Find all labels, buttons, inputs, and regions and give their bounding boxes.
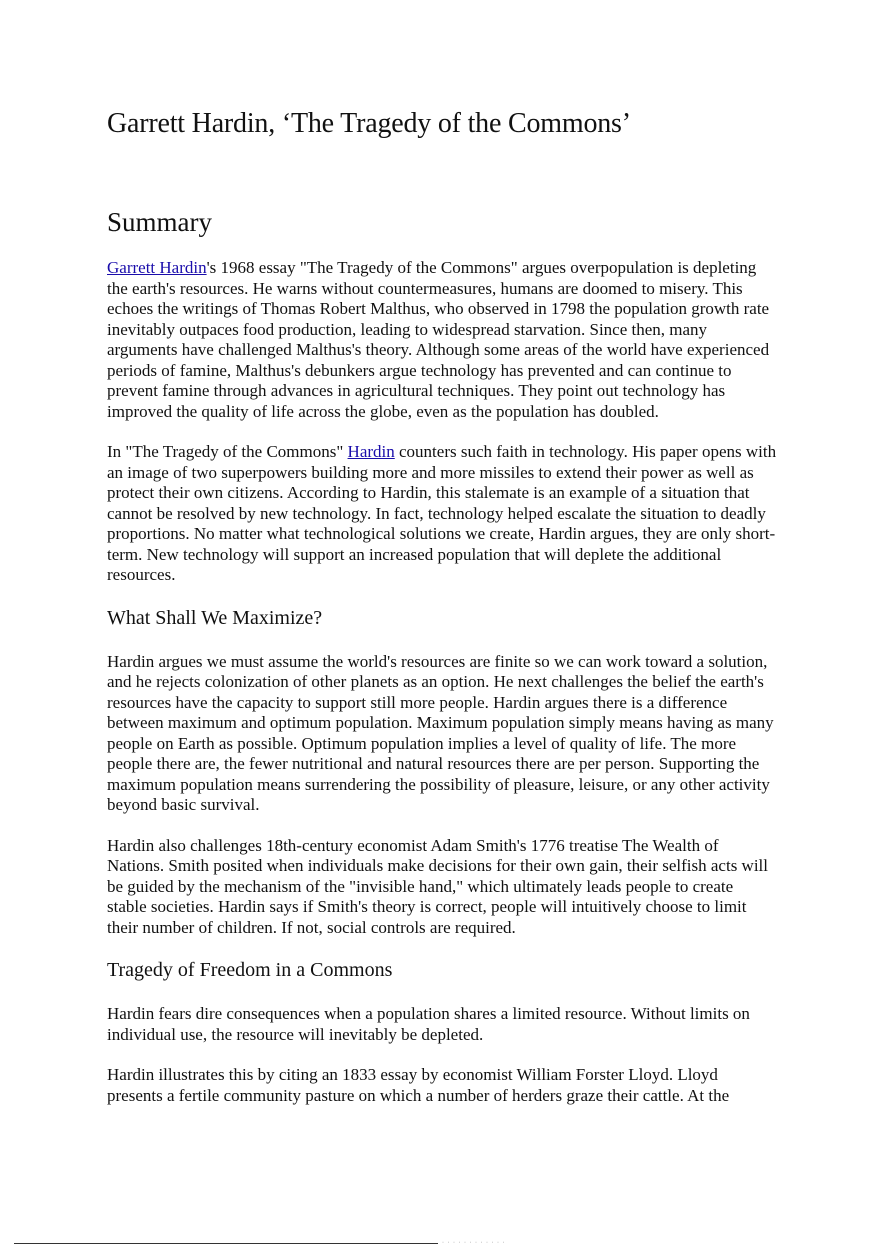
garrett-hardin-link[interactable]: Garrett Hardin: [107, 258, 207, 277]
paragraph-technology-text: counters such faith in technology. His paper opens with an image of two superpowers building more and more missiles to extend their power as well as protect their own citizens. According to Hardin, this stalemate is an example of a situation that cannot be resolved by new technology. In fact, technology helped escalate the situation to deadly proportions. No matter what technological solutions we create, Hardin argues, they are only short-term. New technology will support an increased population that will deplete the additional resources.: [107, 442, 777, 584]
paragraph-limited-resource: Hardin fears dire consequences when a population shares a limited resource. Without limits on individual use, the resource will inevitably be depleted.: [107, 1004, 750, 1044]
paragraph-adam-smith: Hardin also challenges 18th-century economist Adam Smith's 1776 treatise The Wealth of Nations. Smith posited when individuals make decisions for their own gain, their selfish acts will be guided by the mechanism of the "invisible hand," which ultimately leads people to create stable societies. Hardin says if Smith's theory is correct, people will intuitively choose to limit their number of children. If not, social controls are required.: [107, 835, 769, 937]
paragraph-intro: [107, 258, 777, 422]
document-title: Garrett Hardin, ‘The Tragedy of the Commons’: [107, 108, 631, 139]
paragraph-intro-text: 's 1968 essay "The Tragedy of the Commons" argues overpopulation is depleting the earth's resources. He warns without countermeasures, humans are doomed to misery. This echoes the writings of Thomas Robert Malthus, who observed in 1798 the population growth rate inevitably outpaces food production, leading to widespread starvation. Since then, many arguments have challenged Malthus's theory. Although some areas of the world have experienced periods of famine, Malthus's debunkers argue technology has prevented and can continue to prevent famine through advances in agricultural techniques. They point out technology has improved the quality of life across the globe, even as the population has doubled.: [107, 258, 770, 421]
footer-watermark: · · · · · · · · · · · ·: [442, 1240, 506, 1246]
paragraph-technology: [107, 442, 777, 586]
tragedy-heading: Tragedy of Freedom in a Commons: [107, 959, 393, 981]
maximize-heading: What Shall We Maximize?: [107, 606, 323, 629]
paragraph-lloyd: Hardin illustrates this by citing an 1833 essay by economist William Forster Lloyd. Lloyd presents a fertile community pasture on which a number of herders graze their cattle. At the: [107, 1065, 730, 1105]
hardin-link[interactable]: Hardin: [347, 442, 395, 461]
footer-divider: [14, 1243, 438, 1244]
document-body: [107, 258, 777, 1126]
paragraph-technology-lead: In "The Tragedy of the Commons": [107, 442, 348, 461]
summary-heading: Summary: [107, 207, 212, 237]
paragraph-population: Hardin argues we must assume the world's resources are finite so we can work toward a solution, and he rejects colonization of other planets as an option. He next challenges the belief the earth's resources have the capacity to support still more people. Hardin argues there is a difference between maximum and optimum population. Maximum population simply means having as many people on Earth as possible. Optimum population implies a level of quality of life. The more people there are, the fewer nutritional and natural resources there are per person. Supporting the maximum population means surrendering the possibility of pleasure, leisure, or any other activity beyond basic survival.: [107, 651, 774, 814]
